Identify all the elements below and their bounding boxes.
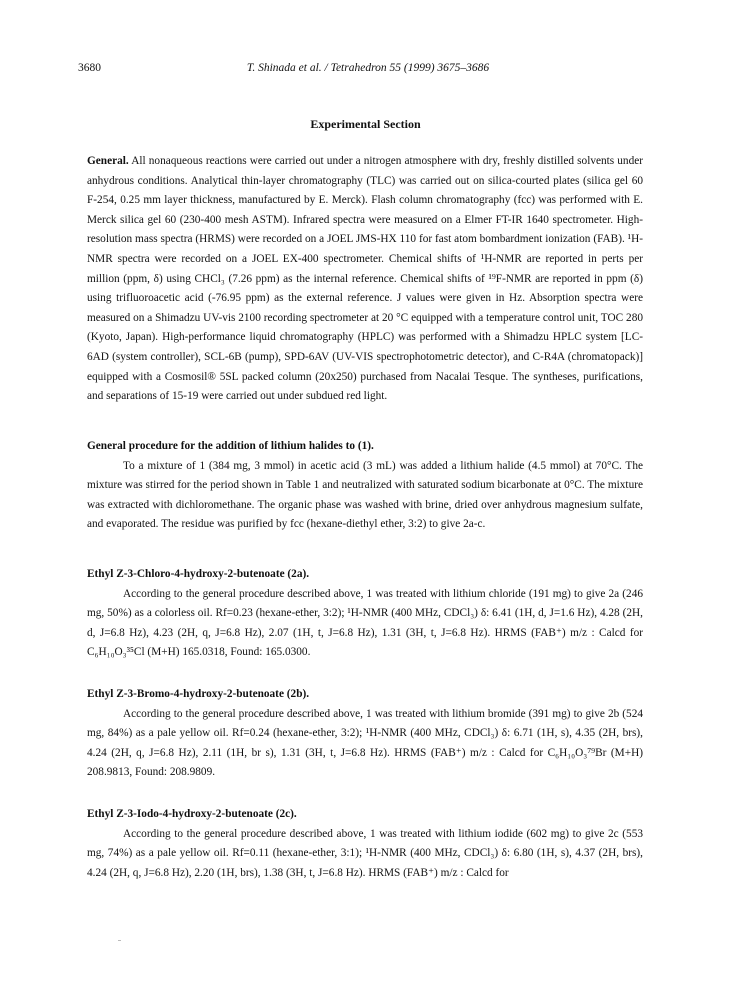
procedure-text: To a mixture of 1 (384 mg, 3 mmol) in acetic acid (3 mL) was added a lithium halide (4.5 mmol) at 70°C. The mixture was stirred for the period shown in Table 1 and neutralized with saturated sodium bicarbonate at 0°C. The mixture was extracted with dichloromethane. The organic phase was washed with brine, dried over anhydrous magnesium sulfate, and evaporated. The residue was purified by fcc (hexane-diethyl ether, 3:2) to give 2a-c. (87, 459, 643, 531)
page-number: 3680 (78, 62, 101, 74)
compound-2c-heading: Ethyl Z-3-Iodo-4-hydroxy-2-butenoate (2c). (87, 808, 297, 820)
compound-2b-section (87, 685, 643, 783)
procedure-section (87, 437, 643, 535)
compound-2c-section (87, 805, 643, 883)
compound-2b-heading: Ethyl Z-3-Bromo-4-hydroxy-2-butenoate (2b). (87, 688, 310, 700)
compound-2a-section (87, 565, 643, 663)
procedure-heading: General procedure for the addition of lithium halides to (1). (87, 440, 374, 452)
page-header (78, 62, 658, 80)
running-head: T. Shinada et al. / Tetrahedron 55 (1999) 3675–3686 (246, 62, 490, 74)
general-paragraph (87, 152, 643, 407)
compound-2a-text: According to the general procedure described above, 1 was treated with lithium chloride (191 mg) to give 2a (246 mg, 50%) as a colorless oil. Rf=0.23 (hexane-ether, 3:2); ¹H-NMR (400 MHz, CDCl₃) δ: 6.41 (1H, d, J=1.6 Hz), 4.28 (2H, d, J=6.8 Hz), 4.23 (2H, q, J=6.8 Hz), 2.07 (1H, t, J=6.8 Hz), 1.31 (3H, t, J=6.8 Hz). HRMS (FAB⁺) m/z : Calcd for C₆H₁₀O₃³⁵Cl (M+H) 165.0318, Found: 165.0300. (87, 587, 643, 659)
general-text: All nonaqueous reactions were carried out under a nitrogen atmosphere with dry, freshly distilled solvents under anhydrous conditions. Analytical thin-layer chromatography (TLC) was carried out on silica-courted plates (silica gel 60 F-254, 0.25 mm layer thickness, manufactured by E. Merck). Flash column chromatography (fcc) was performed with E. Merck silica gel 60 (230-400 mesh ASTM). Infrared spectra were measured on a Elmer FT-IR 1640 spectrometer. High-resolution mass spectra (HRMS) were recorded on a JOEL JMS-HX 110 for fast atom bombardment ionization (FAB). ¹H-NMR spectra were recorded on a JOEL EX-400 spectrometer. Chemical shifts of ¹H-NMR are reported in perts per million (ppm, δ) using CHCl₃ (7.26 ppm) as the internal reference. Chemical shifts of ¹⁹F-NMR are reported in ppm (δ) using trifluoroacetic acid (-76.95 ppm) as the external reference. J values were given in Hz. Absorption spectra were measured on a Shimadzu UV-vis 2100 recording spectrometer at 20 °C equipped with a temperature control unit, TOC 280 (Kyoto, Japan). High-performance liquid chromatography (HPLC) was performed with a Shimadzu HPLC system [LC-6AD (system controller), SCL-6B (pump), SPD-6AV (UV-VIS spectrophotometric detector), and C-R4A (chromatopack)] equipped with a Cosmosil® 5SL packed column (20x250) purchased from Nacalai Tesque. The syntheses, purifications, and separations of 15-19 were carried out under subdued red light. (87, 155, 644, 403)
compound-2a-heading: Ethyl Z-3-Chloro-4-hydroxy-2-butenoate (2a). (87, 568, 310, 580)
general-heading: General. (87, 155, 129, 167)
section-title: Experimental Section (310, 117, 421, 131)
compound-2c-text: According to the general procedure described above, 1 was treated with lithium iodide (602 mg) to give 2c (553 mg, 74%) as a pale yellow oil. Rf=0.11 (hexane-ether, 3:1); ¹H-NMR (400 MHz, CDCl₃) δ: 6.80 (1H, s), 4.37 (2H, brs), 4.24 (2H, q, J=6.8 Hz), 2.20 (1H, brs), 1.38 (3H, t, J=6.8 Hz). HRMS (FAB⁺) m/z : Calcd for (87, 827, 643, 879)
compound-2b-text: According to the general procedure described above, 1 was treated with lithium bromide (391 mg) to give 2b (524 mg, 84%) as a pale yellow oil. Rf=0.24 (hexane-ether, 3:2); ¹H-NMR (400 MHz, CDCl₃) δ: 6.71 (1H, s), 4.35 (2H, brs), 4.24 (2H, q, J=6.8 Hz), 2.11 (1H, br s), 1.31 (3H, t, J=6.8 Hz). HRMS (FAB⁺) m/z : Calcd for C₆H₁₀O₃⁷⁹Br (M+H) 208.9813, Found: 208.9809. (87, 707, 643, 779)
scan-speck (118, 940, 121, 941)
